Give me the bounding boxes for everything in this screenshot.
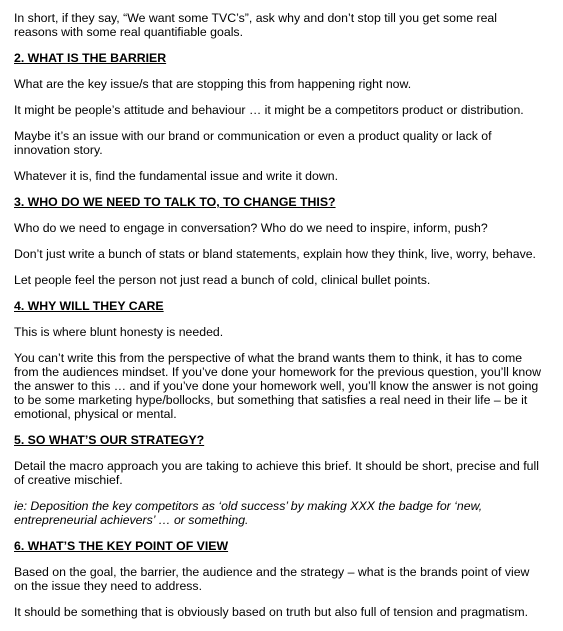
- section-2-paragraph-4: Whatever it is, find the fundamental issue and write it down.: [14, 169, 338, 183]
- section-3-paragraph-2: Don’t just write a bunch of stats or bland statements, explain how they think, live, worry, behave.: [14, 247, 536, 261]
- section-2-paragraph-3: Maybe it’s an issue with our brand or communication or even a product quality or lack of innovation story.: [14, 129, 492, 157]
- section-2-paragraph-1: What are the key issue/s that are stopping this from happening right now.: [14, 77, 412, 91]
- section-6-paragraph-1: Based on the goal, the barrier, the audience and the strategy – what is the brands point of view on the issue they need to address.: [14, 565, 530, 593]
- section-6-heading: 6. WHAT’S THE KEY POINT OF VIEW: [14, 539, 229, 553]
- intro-paragraph: In short, if they say, “We want some TVC’s”, ask why and don’t stop till you get some real reasons with some real quantifiable goals.: [14, 11, 497, 39]
- section-4-paragraph-1: This is where blunt honesty is needed.: [14, 325, 224, 339]
- section-3-heading: 3. WHO DO WE NEED TO TALK TO, TO CHANGE THIS?: [14, 195, 336, 209]
- section-3-paragraph-1: Who do we need to engage in conversation? Who do we need to inspire, inform, push?: [14, 221, 488, 235]
- section-5-heading: 5. SO WHAT’S OUR STRATEGY?: [14, 433, 205, 447]
- section-2-paragraph-2: It might be people’s attitude and behaviour … it might be a competitors product or distribution.: [14, 103, 524, 117]
- section-4-heading: 4. WHY WILL THEY CARE: [14, 299, 164, 313]
- section-2-heading: 2. WHAT IS THE BARRIER: [14, 51, 167, 65]
- section-4-paragraph-2: You can’t write this from the perspective of what the brand wants them to think, it has to come from the audiences mindset. If you’ve done your homework for the previous question, you’ll know the answer to this … and if you’ve done your homework well, you’ll know the answer is not going to be some marketing hype/bollocks, but something that satisfies a real need in their life – be it emotional, physical or mental.: [14, 351, 541, 421]
- document-body: [14, 11, 544, 631]
- section-3-paragraph-3: Let people feel the person not just read a bunch of cold, clinical bullet points.: [14, 273, 431, 287]
- section-5-paragraph-1: Detail the macro approach you are taking to achieve this brief. It should be short, precise and full of creative mischief.: [14, 459, 539, 487]
- section-6-paragraph-2: It should be something that is obviously based on truth but also full of tension and pragmatism.: [14, 605, 529, 619]
- section-5-example: ie: Deposition the key competitors as ‘old success’ by making XXX the badge for ‘new, entrepreneurial achievers’ … or something.: [14, 499, 483, 527]
